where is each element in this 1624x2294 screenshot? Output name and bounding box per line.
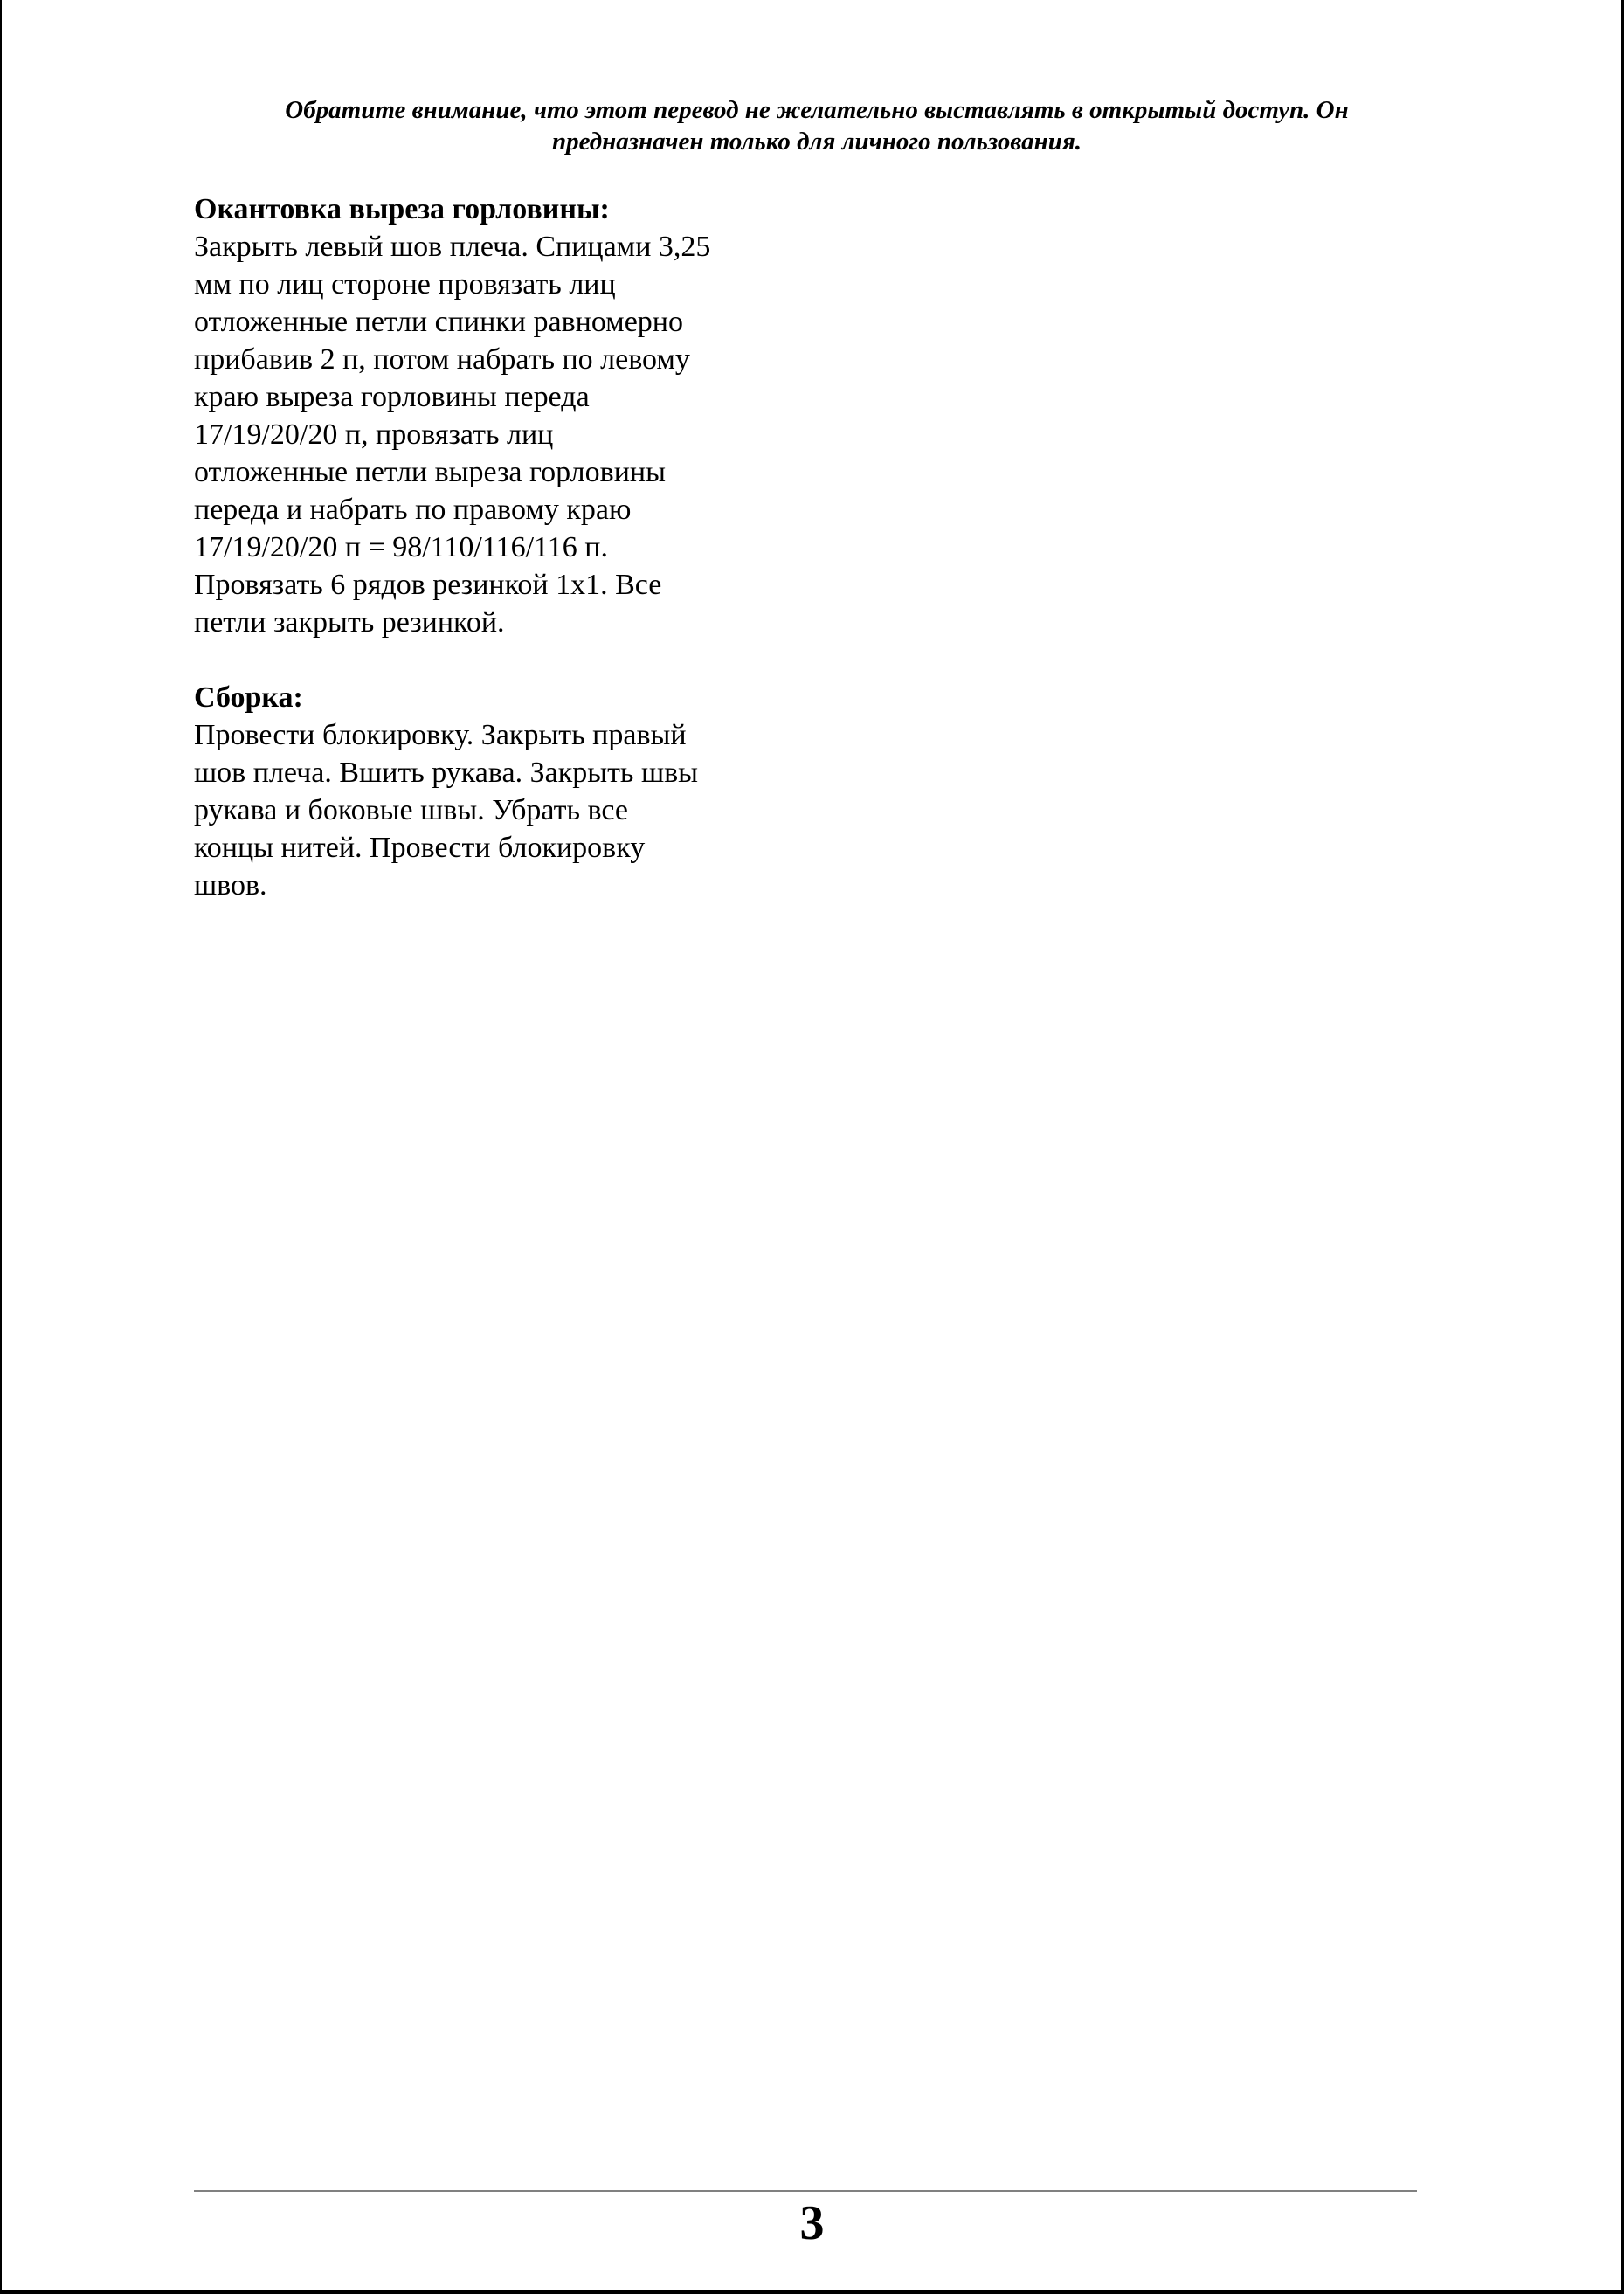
footer-divider xyxy=(194,2190,1417,2192)
body-line: 17/19/20/20 п = 98/110/116/116 п. xyxy=(194,531,608,563)
section-spacer xyxy=(194,641,805,679)
page-number: 3 xyxy=(799,2196,825,2250)
body-line: Провязать 6 рядов резинкой 1х1. Все xyxy=(194,569,662,601)
section-title: Окантовка выреза горловины: xyxy=(194,193,610,225)
notice-line: предназначен только для личного пользования. xyxy=(551,128,1082,155)
usage-notice xyxy=(192,94,1441,157)
body-line: рукава и боковые швы. Убрать все xyxy=(194,794,628,826)
document-body xyxy=(194,190,805,904)
body-line: отложенные петли выреза горловины xyxy=(194,456,666,488)
body-line: мм по лиц стороне провязать лиц xyxy=(194,268,616,301)
body-line: Провести блокировку. Закрыть правый xyxy=(194,719,687,751)
body-line: краю выреза горловины переда xyxy=(194,381,590,413)
section-title: Сборка: xyxy=(194,681,303,714)
notice-line: Обратите внимание, что этот перевод не желательно выставлять в открытый доступ. Он xyxy=(285,96,1349,124)
section-neckline-edging xyxy=(194,190,805,641)
body-line: переда и набрать по правому краю xyxy=(194,494,632,526)
body-line: 17/19/20/20 п, провязать лиц xyxy=(194,418,554,451)
section-body xyxy=(194,716,805,904)
body-line: концы нитей. Провести блокировку xyxy=(194,832,646,864)
section-body xyxy=(194,228,805,641)
body-line: отложенные петли спинки равномерно xyxy=(194,306,683,338)
body-line: шов плеча. Вшить рукава. Закрыть швы xyxy=(194,757,699,789)
body-line: Закрыть левый шов плеча. Спицами 3,25 xyxy=(194,231,711,263)
section-assembly xyxy=(194,679,805,904)
body-line: швов. xyxy=(194,869,267,902)
body-line: петли закрыть резинкой. xyxy=(194,606,505,639)
body-line: прибавив 2 п, потом набрать по левому xyxy=(194,343,690,376)
